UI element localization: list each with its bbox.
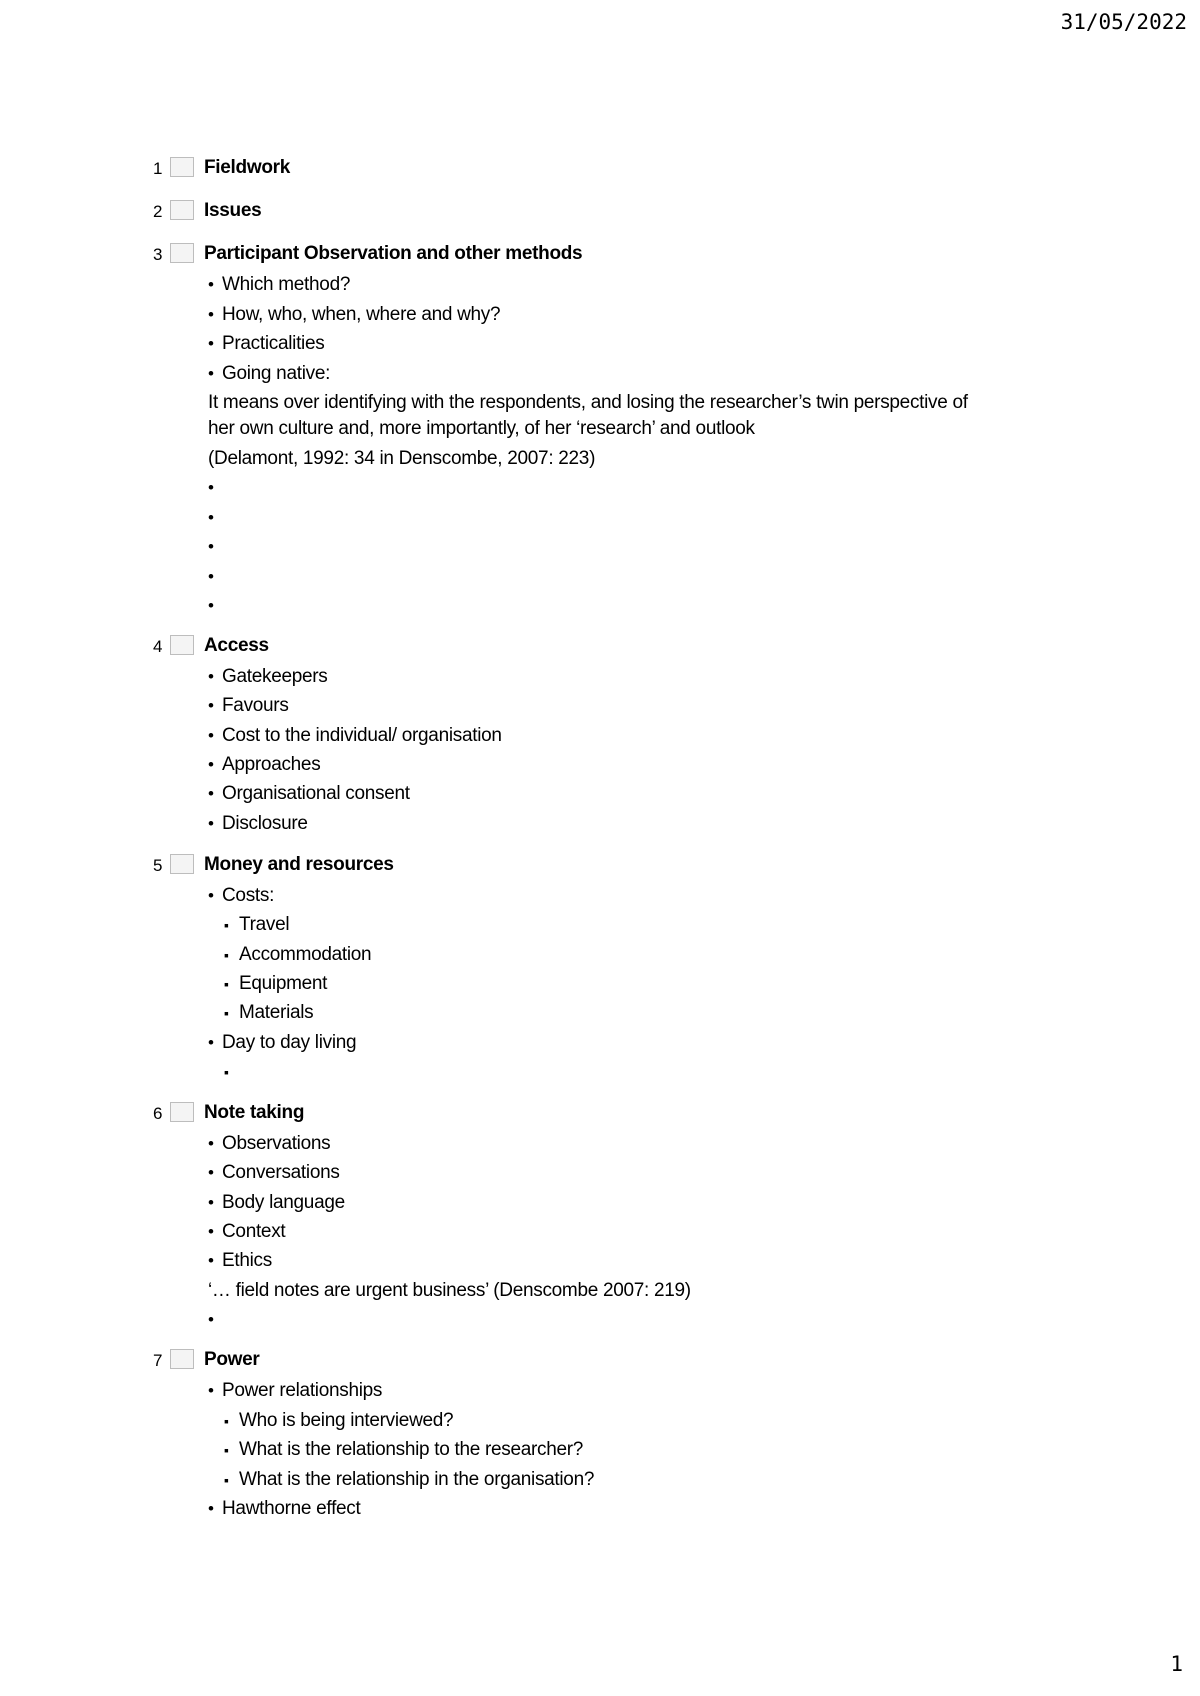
bullet-icon: • xyxy=(208,813,214,833)
bullet-text: Observations xyxy=(222,1133,331,1154)
slide-number: 6 xyxy=(153,1104,163,1123)
bullet-text: Body language xyxy=(222,1191,345,1213)
bullet-item xyxy=(208,303,500,327)
bullet-item xyxy=(208,273,350,297)
bullet-text: Materials xyxy=(239,1002,314,1024)
bullet-text: Accommodation xyxy=(239,943,372,965)
bullet-text: Practicalities xyxy=(222,333,325,354)
bullet-text: Cost to the individual/ organisation xyxy=(222,724,502,746)
bullet-icon: • xyxy=(208,1221,214,1241)
note-text: her own culture and, more importantly, of her ‘research’ and outlook xyxy=(208,418,755,439)
bullet-icon: • xyxy=(208,507,214,527)
slide-number: 3 xyxy=(153,245,163,264)
bullet-icon: • xyxy=(208,596,214,615)
sub-bullet-item xyxy=(224,1001,313,1025)
bullet-item xyxy=(208,1379,382,1403)
bullet-text: Favours xyxy=(222,695,289,717)
slide-header xyxy=(0,1348,800,1374)
sub-bullet-icon: ▪ xyxy=(224,1063,229,1080)
bullet-item xyxy=(208,594,222,618)
page-number: 1 xyxy=(1170,1652,1183,1676)
bullet-text: Hawthorne effect xyxy=(222,1498,361,1519)
bullet-text: Conversations xyxy=(222,1162,340,1184)
sub-bullet-item xyxy=(224,972,327,996)
bullet-text: Going native: xyxy=(222,362,331,384)
bullet-item xyxy=(208,753,320,777)
bullet-item xyxy=(208,1031,356,1055)
bullet-text: Organisational consent xyxy=(222,783,410,805)
bullet-icon: • xyxy=(208,566,214,586)
bullet-text: Who is being interviewed? xyxy=(239,1409,454,1431)
bullet-icon: • xyxy=(208,537,214,556)
bullet-icon: • xyxy=(208,1309,214,1329)
bullet-text: Disclosure xyxy=(222,812,308,834)
sub-bullet-icon: ▪ xyxy=(224,917,229,934)
slide-number: 2 xyxy=(153,202,163,221)
note-text: It means over identifying with the respondents, and losing the researcher’s twin perspective of xyxy=(208,392,968,413)
bullet-icon: • xyxy=(208,1499,214,1518)
bullet-icon: • xyxy=(208,784,214,804)
bullet-item xyxy=(208,1249,272,1273)
bullet-text: What is the relationship to the researcher? xyxy=(239,1439,584,1460)
bullet-item xyxy=(208,535,222,559)
bullet-icon: • xyxy=(208,667,214,686)
bullet-icon: • xyxy=(208,725,214,745)
bullet-text: What is the relationship in the organisation? xyxy=(239,1468,595,1490)
slide-header xyxy=(0,634,800,660)
bullet-icon: • xyxy=(208,1032,214,1052)
slide-thumbnail-icon xyxy=(170,635,194,655)
bullet-icon: • xyxy=(208,1192,214,1212)
sub-bullet-item xyxy=(224,1060,239,1084)
slide-thumbnail-icon xyxy=(170,243,194,263)
slide-header xyxy=(0,1101,800,1127)
bullet-icon: • xyxy=(208,1163,214,1183)
sub-bullet-icon: ▪ xyxy=(224,1442,229,1458)
bullet-item xyxy=(208,362,330,386)
bullet-text: Gatekeepers xyxy=(222,666,328,687)
bullet-item xyxy=(208,1132,330,1156)
slide-thumbnail-icon xyxy=(170,200,194,220)
bullet-text: Equipment xyxy=(239,972,328,994)
bullet-text: How, who, when, where and why? xyxy=(222,303,501,325)
sub-bullet-item xyxy=(224,1468,594,1492)
slide-title: Access xyxy=(204,635,269,656)
bullet-icon: • xyxy=(208,478,214,497)
sub-bullet-icon: ▪ xyxy=(224,1005,229,1022)
bullet-item xyxy=(208,694,289,718)
bullet-icon: • xyxy=(208,363,214,383)
bullet-text: Costs: xyxy=(222,885,275,906)
slide-number: 4 xyxy=(153,637,163,656)
bullet-item xyxy=(208,1220,285,1244)
bullet-item xyxy=(208,1308,222,1332)
slide-header xyxy=(0,156,800,182)
bullet-item xyxy=(208,812,308,836)
slide-header xyxy=(0,199,800,225)
slide-title: Participant Observation and other methods xyxy=(204,243,583,264)
bullet-item xyxy=(208,506,222,530)
slide-thumbnail-icon xyxy=(170,854,194,874)
slide-title: Fieldwork xyxy=(204,157,290,178)
bullet-item xyxy=(208,1161,340,1185)
bullet-text: Context xyxy=(222,1220,286,1242)
bullet-icon: • xyxy=(208,1251,214,1271)
bullet-icon: • xyxy=(208,334,214,353)
slide-header xyxy=(0,853,800,879)
bullet-item xyxy=(208,884,274,908)
sub-bullet-icon: ▪ xyxy=(224,1412,229,1429)
bullet-icon: • xyxy=(208,275,214,294)
note-text: (Delamont, 1992: 34 in Denscombe, 2007: 223) xyxy=(208,447,596,469)
slide-thumbnail-icon xyxy=(170,1102,194,1122)
note-text: ‘… field notes are urgent business’ (Denscombe 2007: 219) xyxy=(208,1279,691,1301)
sub-bullet-item xyxy=(224,943,371,967)
sub-bullet-item xyxy=(224,1438,583,1462)
bullet-icon: • xyxy=(208,754,214,774)
bullet-item xyxy=(208,565,222,589)
bullet-text: Which method? xyxy=(222,274,351,295)
bullet-icon: • xyxy=(208,1381,214,1400)
sub-bullet-item xyxy=(224,913,289,937)
slide-header xyxy=(0,242,800,268)
slide-thumbnail-icon xyxy=(170,157,194,177)
slide-thumbnail-icon xyxy=(170,1349,194,1369)
bullet-item xyxy=(208,1191,345,1215)
bullet-item xyxy=(208,332,324,356)
bullet-item xyxy=(208,724,502,748)
slide-number: 7 xyxy=(153,1351,163,1370)
bullet-text: Travel xyxy=(239,914,290,936)
bullet-text: Day to day living xyxy=(222,1031,357,1053)
slide-title: Money and resources xyxy=(204,854,394,875)
bullet-icon: • xyxy=(208,304,214,324)
bullet-item xyxy=(208,782,410,806)
slide-title: Note taking xyxy=(204,1102,305,1123)
slide-title: Issues xyxy=(204,200,262,221)
bullet-icon: • xyxy=(208,886,214,905)
sub-bullet-icon: ▪ xyxy=(224,1471,229,1488)
bullet-text: Power relationships xyxy=(222,1380,383,1401)
sub-bullet-icon: ▪ xyxy=(224,946,229,963)
slide-title: Power xyxy=(204,1349,260,1370)
bullet-text: Approaches xyxy=(222,753,321,775)
slide-number: 5 xyxy=(153,856,163,875)
print-date: 31/05/2022 xyxy=(1060,10,1187,34)
bullet-item xyxy=(208,1497,361,1521)
bullet-icon: • xyxy=(208,1134,214,1153)
sub-bullet-icon: ▪ xyxy=(224,975,229,992)
slide-number: 1 xyxy=(153,159,163,178)
sub-bullet-item xyxy=(224,1409,453,1433)
bullet-item xyxy=(208,665,328,689)
bullet-icon: • xyxy=(208,696,214,716)
bullet-item xyxy=(208,476,222,500)
bullet-text: Ethics xyxy=(222,1250,272,1272)
